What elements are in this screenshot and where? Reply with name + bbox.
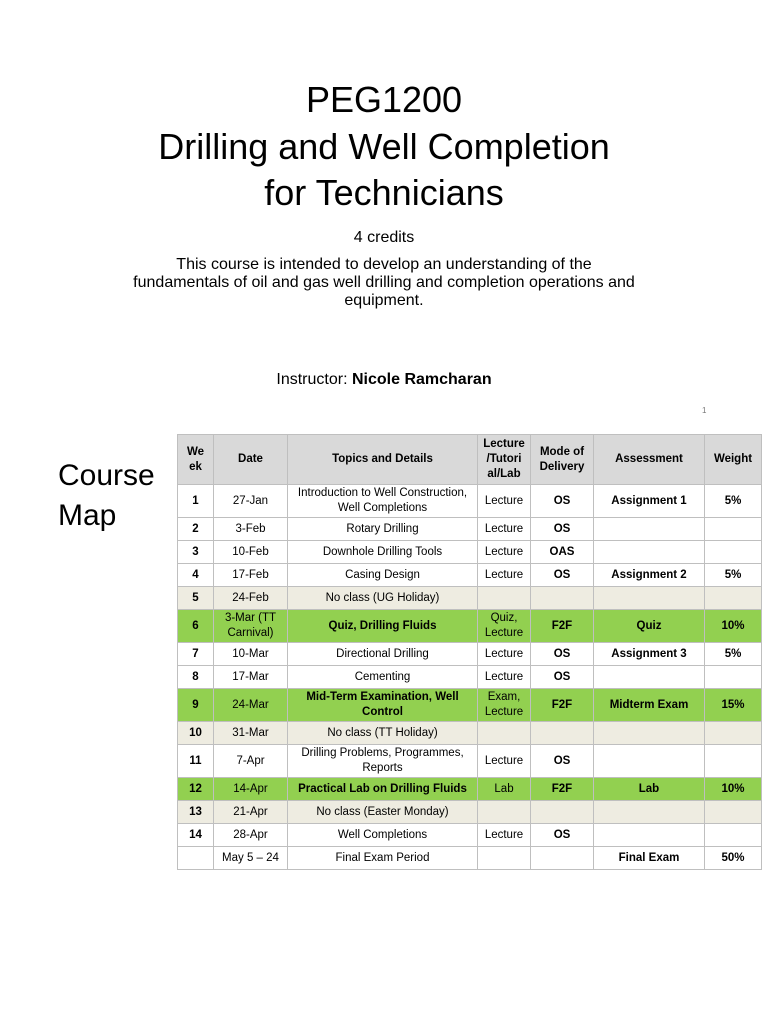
cell-mode: OS — [531, 564, 594, 587]
cell-mode — [531, 847, 594, 870]
table-row — [178, 801, 762, 824]
cell-topic: Quiz, Drilling Fluids — [288, 610, 478, 643]
course-map-heading-line-1: Course — [58, 459, 155, 492]
cell-mode — [531, 801, 594, 824]
cell-type — [478, 801, 531, 824]
course-map-heading-line-2: Map — [58, 499, 117, 532]
cell-mode: OAS — [531, 541, 594, 564]
cell-week: 6 — [178, 610, 214, 643]
course-title-line-1: Drilling and Well Completion — [158, 126, 610, 167]
cell-topic: Practical Lab on Drilling Fluids — [288, 778, 478, 801]
course-title — [0, 124, 768, 216]
cell-mode: OS — [531, 643, 594, 666]
table-row — [178, 541, 762, 564]
table-row — [178, 587, 762, 610]
cell-week: 13 — [178, 801, 214, 824]
cell-topic: Mid-Term Examination, Well Control — [288, 689, 478, 722]
cell-type: Lecture — [478, 745, 531, 778]
cell-weight — [705, 722, 762, 745]
cell-assessment — [594, 518, 705, 541]
cell-mode: OS — [531, 518, 594, 541]
cell-type: Exam, Lecture — [478, 689, 531, 722]
cell-week: 14 — [178, 824, 214, 847]
course-title-line-2: for Technicians — [264, 172, 504, 213]
cell-weight — [705, 801, 762, 824]
cell-date: 3-Mar (TT Carnival) — [214, 610, 288, 643]
table-row — [178, 745, 762, 778]
cell-mode: OS — [531, 824, 594, 847]
cell-type: Lecture — [478, 564, 531, 587]
cell-assessment: Midterm Exam — [594, 689, 705, 722]
cell-weight: 5% — [705, 564, 762, 587]
cell-mode — [531, 587, 594, 610]
cell-topic: Rotary Drilling — [288, 518, 478, 541]
cell-topic: No class (TT Holiday) — [288, 722, 478, 745]
cell-mode: F2F — [531, 778, 594, 801]
table-row — [178, 847, 762, 870]
table-row — [178, 722, 762, 745]
description-line-3: equipment. — [344, 292, 424, 309]
cell-assessment — [594, 745, 705, 778]
cell-week: 2 — [178, 518, 214, 541]
table-row — [178, 564, 762, 587]
cell-assessment — [594, 666, 705, 689]
table-row — [178, 689, 762, 722]
description-line-2: fundamentals of oil and gas well drilling and completion operations and — [133, 274, 635, 291]
cell-weight: 10% — [705, 778, 762, 801]
cell-date: 24-Mar — [214, 689, 288, 722]
cell-mode — [531, 722, 594, 745]
cell-weight — [705, 745, 762, 778]
cell-week: 7 — [178, 643, 214, 666]
cell-date: 3-Feb — [214, 518, 288, 541]
cell-topic: Well Completions — [288, 824, 478, 847]
cell-date: 27-Jan — [214, 485, 288, 518]
cell-week: 10 — [178, 722, 214, 745]
cell-date: 10-Feb — [214, 541, 288, 564]
header-date: Date — [214, 435, 288, 485]
table-row — [178, 824, 762, 847]
description-line-1: This course is intended to develop an understanding of the — [176, 256, 592, 273]
cell-assessment — [594, 587, 705, 610]
header-type: Lecture /Tutori al/Lab — [478, 435, 531, 485]
cell-week: 3 — [178, 541, 214, 564]
cell-assessment: Assignment 1 — [594, 485, 705, 518]
table-row — [178, 485, 762, 518]
cell-weight: 5% — [705, 643, 762, 666]
cell-topic: Casing Design — [288, 564, 478, 587]
course-code: PEG1200 — [305, 79, 463, 120]
cell-week: 11 — [178, 745, 214, 778]
cell-week: 1 — [178, 485, 214, 518]
cell-topic: No class (Easter Monday) — [288, 801, 478, 824]
cell-type: Lecture — [478, 643, 531, 666]
cell-mode: OS — [531, 745, 594, 778]
header-topics: Topics and Details — [288, 435, 478, 485]
cell-type: Lab — [478, 778, 531, 801]
cell-date: 17-Mar — [214, 666, 288, 689]
header-weight: Weight — [705, 435, 762, 485]
cell-date: 21-Apr — [214, 801, 288, 824]
cell-type — [478, 587, 531, 610]
cell-assessment: Lab — [594, 778, 705, 801]
cell-topic: Directional Drilling — [288, 643, 478, 666]
cell-type: Lecture — [478, 541, 531, 564]
cell-topic: Drilling Problems, Programmes, Reports — [288, 745, 478, 778]
cell-date: May 5 – 24 — [214, 847, 288, 870]
cell-mode: OS — [531, 666, 594, 689]
cell-date: 7-Apr — [214, 745, 288, 778]
table-row — [178, 643, 762, 666]
cell-type: Lecture — [478, 518, 531, 541]
cell-weight: 15% — [705, 689, 762, 722]
cell-week: 12 — [178, 778, 214, 801]
cell-mode: F2F — [531, 610, 594, 643]
instructor-name: Nicole Ramcharan — [351, 371, 492, 388]
cell-date: 17-Feb — [214, 564, 288, 587]
table-row — [178, 610, 762, 643]
cell-weight: 10% — [705, 610, 762, 643]
cell-type: Quiz, Lecture — [478, 610, 531, 643]
cell-weight — [705, 541, 762, 564]
table-row — [178, 518, 762, 541]
cell-date: 24-Feb — [214, 587, 288, 610]
cell-topic: No class (UG Holiday) — [288, 587, 478, 610]
cell-assessment — [594, 541, 705, 564]
cell-date: 14-Apr — [214, 778, 288, 801]
course-map-heading — [58, 456, 155, 536]
cell-date: 10-Mar — [214, 643, 288, 666]
cell-assessment: Assignment 2 — [594, 564, 705, 587]
cell-week: 8 — [178, 666, 214, 689]
cell-date: 31-Mar — [214, 722, 288, 745]
cell-topic: Cementing — [288, 666, 478, 689]
cell-assessment — [594, 824, 705, 847]
cell-week: 9 — [178, 689, 214, 722]
cell-assessment: Quiz — [594, 610, 705, 643]
course-description — [100, 256, 668, 310]
page-number: 1 — [702, 406, 707, 415]
cell-topic: Final Exam Period — [288, 847, 478, 870]
cell-weight — [705, 824, 762, 847]
cell-week: 4 — [178, 564, 214, 587]
cell-weight — [705, 518, 762, 541]
cell-topic: Introduction to Well Construction, Well Completions — [288, 485, 478, 518]
cell-week: 5 — [178, 587, 214, 610]
instructor-label: Instructor: — [276, 371, 348, 388]
cell-type: Lecture — [478, 485, 531, 518]
cell-assessment — [594, 801, 705, 824]
cell-mode: OS — [531, 485, 594, 518]
cell-topic: Downhole Drilling Tools — [288, 541, 478, 564]
cell-weight: 50% — [705, 847, 762, 870]
course-credits: 4 credits — [353, 229, 415, 246]
table-header-row — [178, 435, 762, 485]
cell-assessment — [594, 722, 705, 745]
header-mode: Mode of Delivery — [531, 435, 594, 485]
cell-assessment: Assignment 3 — [594, 643, 705, 666]
instructor-line — [0, 370, 768, 390]
table-row — [178, 666, 762, 689]
cell-type: Lecture — [478, 824, 531, 847]
course-map-table — [177, 434, 762, 870]
header-week: We ek — [178, 435, 214, 485]
cell-weight — [705, 587, 762, 610]
cell-type — [478, 847, 531, 870]
cell-date: 28-Apr — [214, 824, 288, 847]
cell-mode: F2F — [531, 689, 594, 722]
cell-weight: 5% — [705, 485, 762, 518]
cell-type: Lecture — [478, 666, 531, 689]
cell-week — [178, 847, 214, 870]
header-assessment: Assessment — [594, 435, 705, 485]
cell-weight — [705, 666, 762, 689]
table-row — [178, 778, 762, 801]
cell-type — [478, 722, 531, 745]
cell-assessment: Final Exam — [594, 847, 705, 870]
